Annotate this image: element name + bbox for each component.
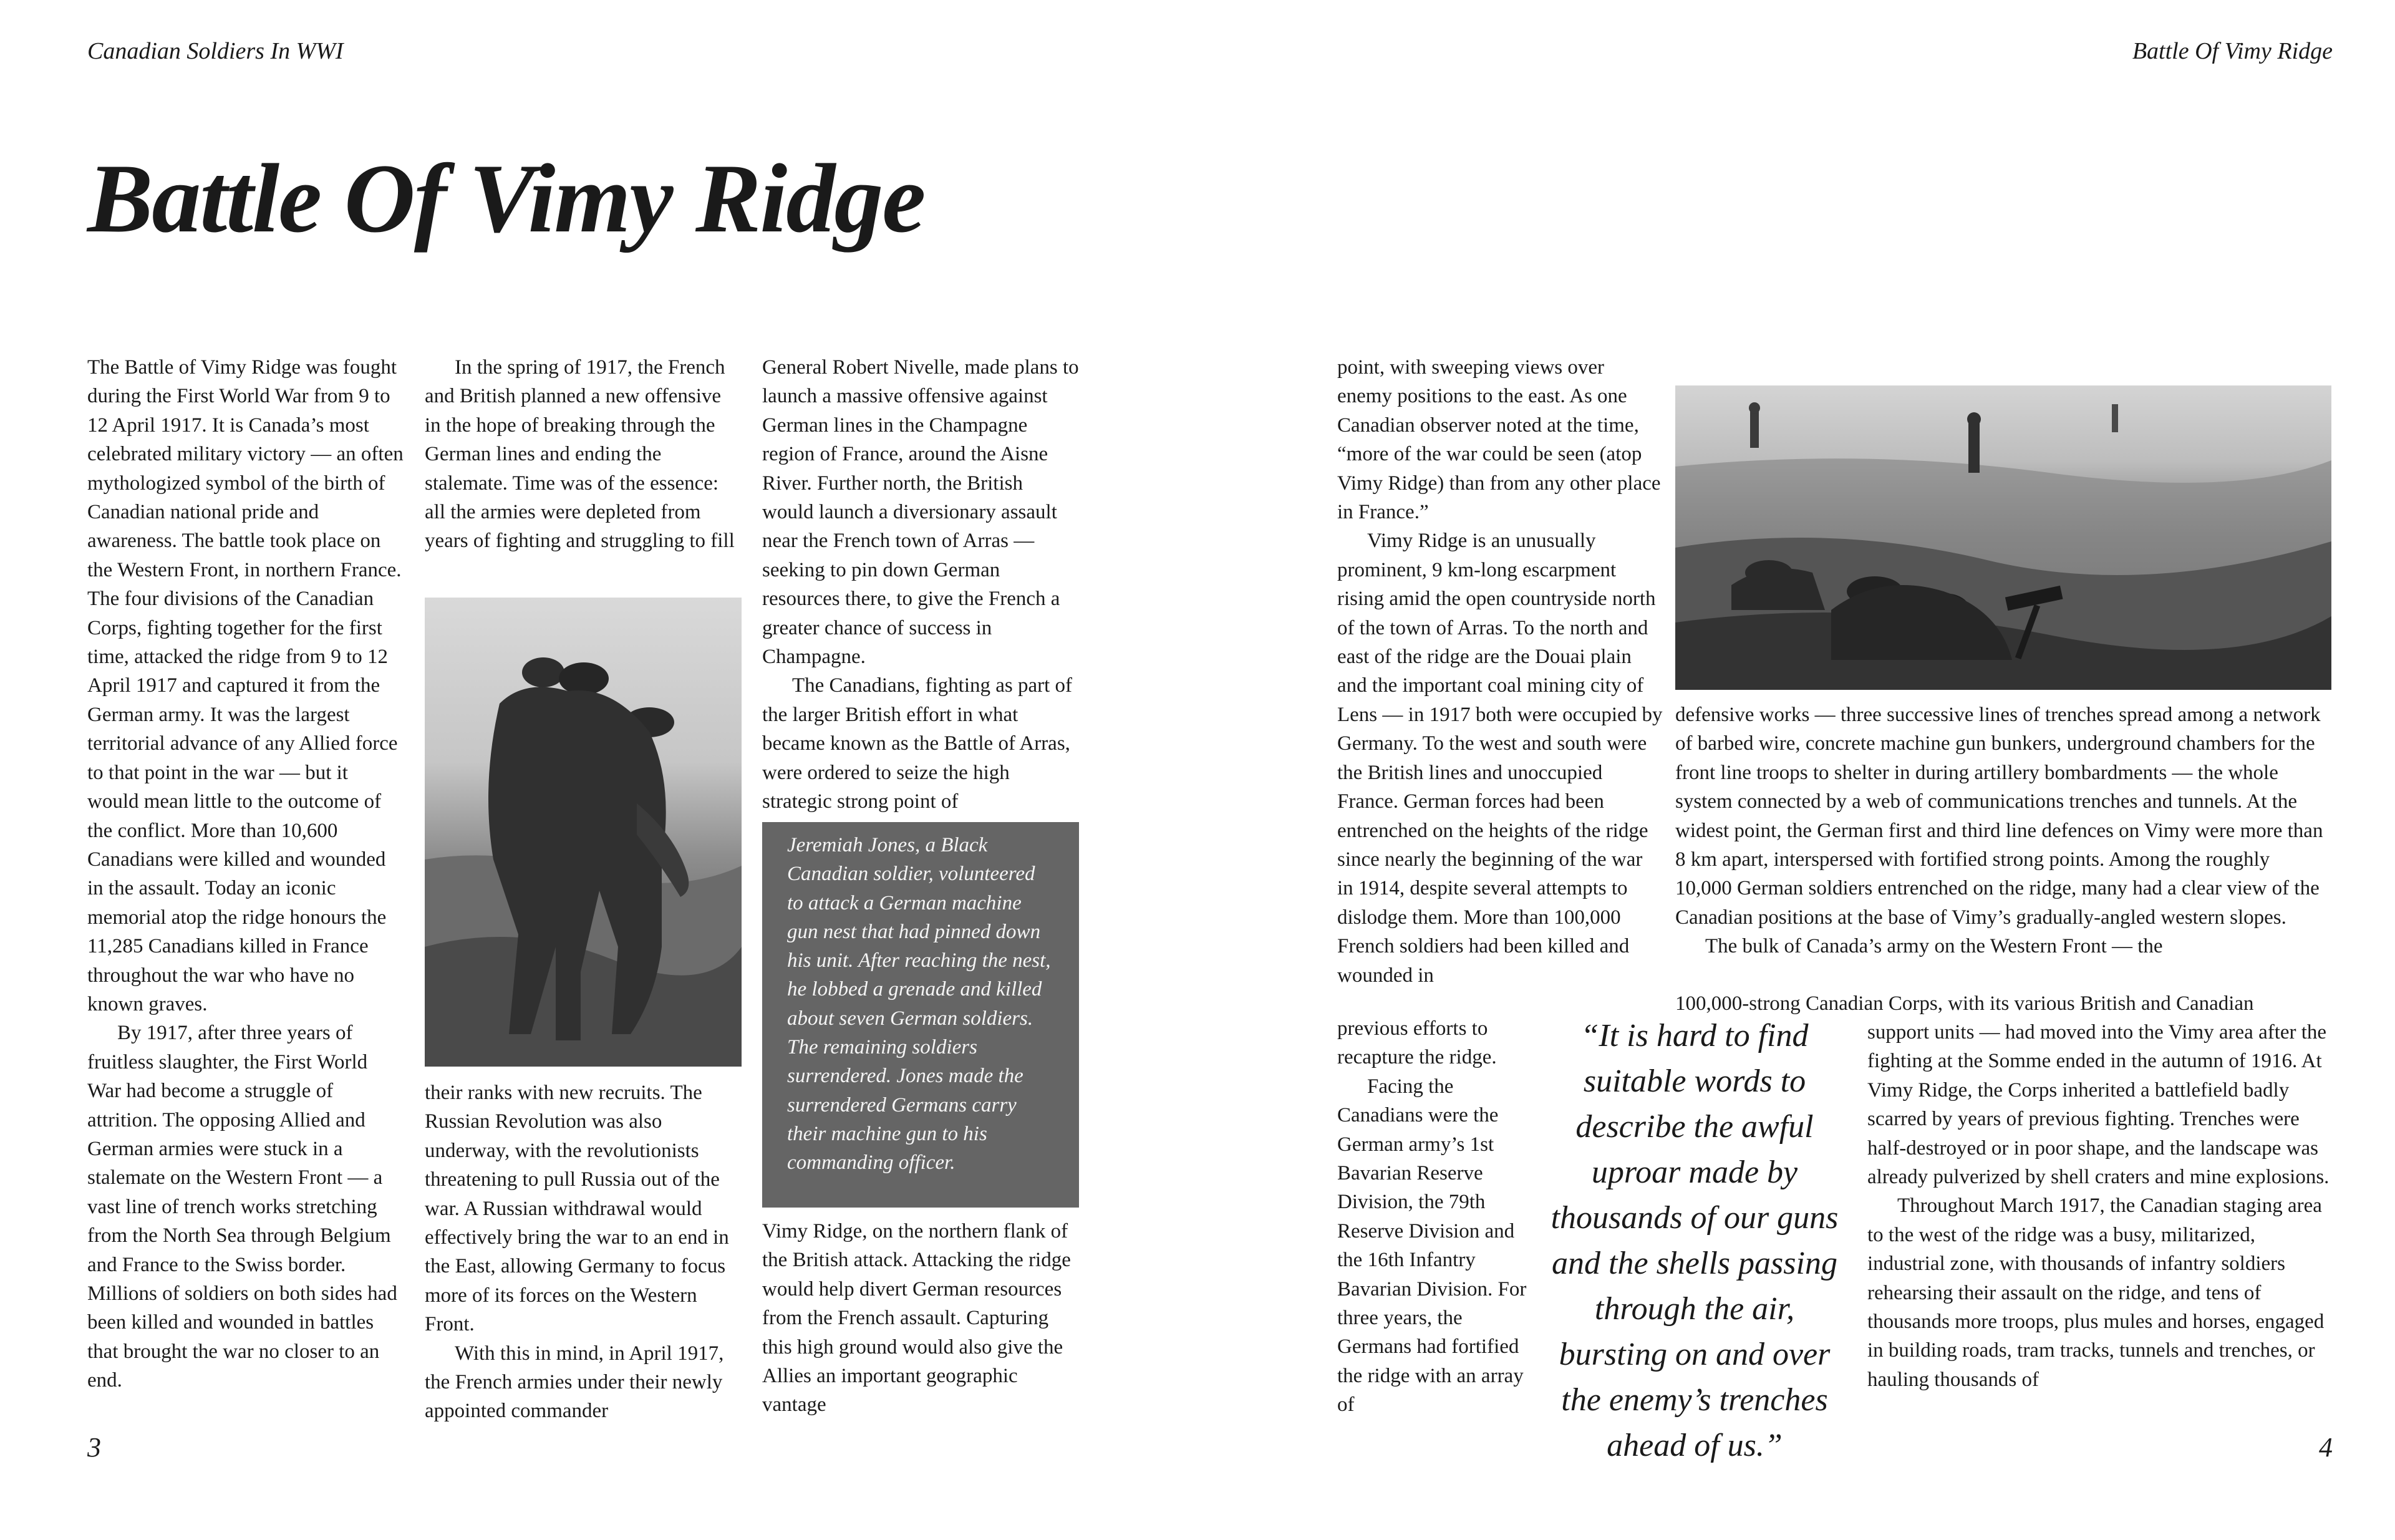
- paragraph: The Canadians, fighting as part of the larger British effort in what became known as the Battle of Arras, were ordered to seize the high strategic strong point of: [762, 674, 1073, 813]
- paragraph: previous efforts to recapture the ridge.: [1337, 1017, 1497, 1069]
- photo-battlefield-image: [1675, 385, 2331, 690]
- running-header-right: Battle Of Vimy Ridge: [2132, 38, 2333, 64]
- paragraph: support units — had moved into the Vimy area after the fighting at the Somme ended in the autumn of 1916. At Vimy Ridge, the Corps inherited a battlefield badly scarred by years of previous fighting. Trenches were half-destroyed or in poor shape, and the landscape was already pulverized by shell craters and mine explosions.: [1867, 1021, 2330, 1189]
- paragraph: Vimy Ridge, on the northern flank of the British attack. Attacking the ridge would help divert German resources from the French assault. Capturing this high ground would also give the Allies an important geographic vantage: [762, 1220, 1071, 1417]
- column-3-top: [762, 353, 1079, 816]
- pull-quote: “It is hard to find suitable words to describe the awful uproar made by thousands of our guns and the shells passing through the air, bursting on and over the enemy’s trenches ahead of us.”: [1551, 1018, 1839, 1463]
- paragraph: In the spring of 1917, the French and British planned a new offensive in the hope of breaking through the German lines and ending the stalemate. Time was of the essence: all the armies were depleted from years of fighting and struggling to fill: [425, 356, 735, 553]
- paragraph: Vimy Ridge is an unusually prominent, 9 km-long escarpment rising amid the open countryside north of the town of Arras. To the north and east of the ridge are the Douai plain and the important coal mining city of Lens — in 1917 both were occupied by Germany. To the west and south were the British lines and unoccupied France. German forces had been entrenched on the heights of the ridge since nearly the beginning of the war in 1914, despite several attempts to dislodge them. More than 100,000 French soldiers had been killed and wounded in: [1337, 530, 1663, 987]
- column-1: [87, 353, 404, 1395]
- paragraph: With this in mind, in April 1917, the French armies under their newly appointed commander: [425, 1342, 724, 1423]
- paragraph: Facing the Canadians were the German army’s 1st Bavarian Reserve Division, the 79th Reserve Division and the 16th Infantry Bavarian Division. For three years, the Germans had fortified the ridge with an array of: [1337, 1075, 1527, 1417]
- sidebar-text: Jeremiah Jones, a Black Canadian soldier, volunteered to attack a German machine gun nest that had pinned down his unit. After reaching the nest, he lobbed a grenade and killed about seven German soldiers. The remaining soldiers surrendered. Jones made the surrendered Germans carry their machine gun to his commanding officer.: [787, 834, 1051, 1174]
- paragraph: their ranks with new recruits. The Russian Revolution was also underway, with the revolutionists threatening to pull Russia out of the war. A Russian withdrawal would effectively bring the war to an end in the East, allowing Germany to focus more of its forces on the Western Front.: [425, 1082, 729, 1336]
- paragraph: point, with sweeping views over enemy positions to the east. As one Canadian observer noted at the time, “more of the war could be seen (atop Vimy Ridge) than from any other place in France.”: [1337, 356, 1661, 524]
- photo-wounded-soldiers: [425, 598, 742, 1067]
- paragraph: The Battle of Vimy Ridge was fought during the First World War from 9 to 12 April 1917. It is Canada’s most celebrated military victory — an often mythologized symbol of the birth of Canadian national pride and awareness. The battle took place on the Western Front, in northern France. The four divisions of the Canadian Corps, fighting together for the first time, attacked the ridge from 9 to 12 April 1917 and captured it from the German army. It was the largest territorial advance of any Allied force to that point in the war — but it would mean little to the outcome of the conflict. More than 10,600 Canadians were killed and wounded in the assault. Today an iconic memorial atop the ridge honours the 11,285 Canadians killed in France throughout the war who have no known graves.: [87, 356, 404, 1015]
- page-number-right: 4: [2319, 1432, 2333, 1463]
- column-4-narrow: [1337, 1014, 1536, 1420]
- column-4: [1337, 353, 1663, 990]
- paragraph: defensive works — three successive lines of trenches spread among a network of barbed wire, concrete machine gun bunkers, underground chambers for the front line troops to shelter in during artillery bombardments — the whole system connected by a web of communications trenches and tunnels. At the widest point, the German first and third line defences on Vimy were more than 8 km apart, interspersed with fortified strong points. Among the roughly 10,000 German soldiers entrenched on the ridge, many had a clear view of the Canadian positions at the base of Vimy’s gradually-angled western slopes.: [1675, 704, 2323, 929]
- photo-battlefield-machine-gun: [1675, 385, 2331, 690]
- paragraph: By 1917, after three years of fruitless slaughter, the First World War had become a struggle of attrition. The opposing Allied and German armies were stuck in a stalemate on the Western Front — a vast line of trench works stretching from the North Sea through Belgium and France to the Swiss border. Millions of soldiers on both sides had been killed and wounded in battles that brought the war no closer to an end.: [87, 1022, 397, 1392]
- column-3-bottom: [762, 1217, 1079, 1420]
- paragraph: 100,000-strong Canadian Corps, with its various British and Canadian: [1675, 992, 2254, 1015]
- page-title: Battle Of Vimy Ridge: [87, 144, 925, 253]
- page-number-left: 3: [87, 1432, 101, 1463]
- paragraph: Throughout March 1917, the Canadian staging area to the west of the ridge was a busy, militarized, industrial zone, with thousands of infantry soldiers rehearsing their assault on the ridge, and tens of thousands more troops, plus mules and horses, engaged in building roads, tram tracks, tunnels and trenches, or hauling thousands of: [1867, 1194, 2325, 1391]
- running-header-left: Canadian Soldiers In WWI: [87, 38, 344, 64]
- column-6: [1867, 1018, 2331, 1394]
- column-2-top: [425, 353, 742, 556]
- column-5-wide: [1675, 700, 2331, 961]
- column-2-bottom: [425, 1078, 742, 1426]
- paragraph: General Robert Nivelle, made plans to launch a massive offensive against German lines in the Champagne region of France, around the Aisne River. Further north, the British would launch a diversionary assault near the French town of Arras — seeking to pin down German resources there, to give the French a greater chance of success in Champagne.: [762, 356, 1079, 669]
- sidebar-box: [762, 822, 1079, 1208]
- photo-wounded-soldiers-image: [425, 598, 742, 1067]
- paragraph: The bulk of Canada’s army on the Western Front — the: [1705, 935, 2163, 958]
